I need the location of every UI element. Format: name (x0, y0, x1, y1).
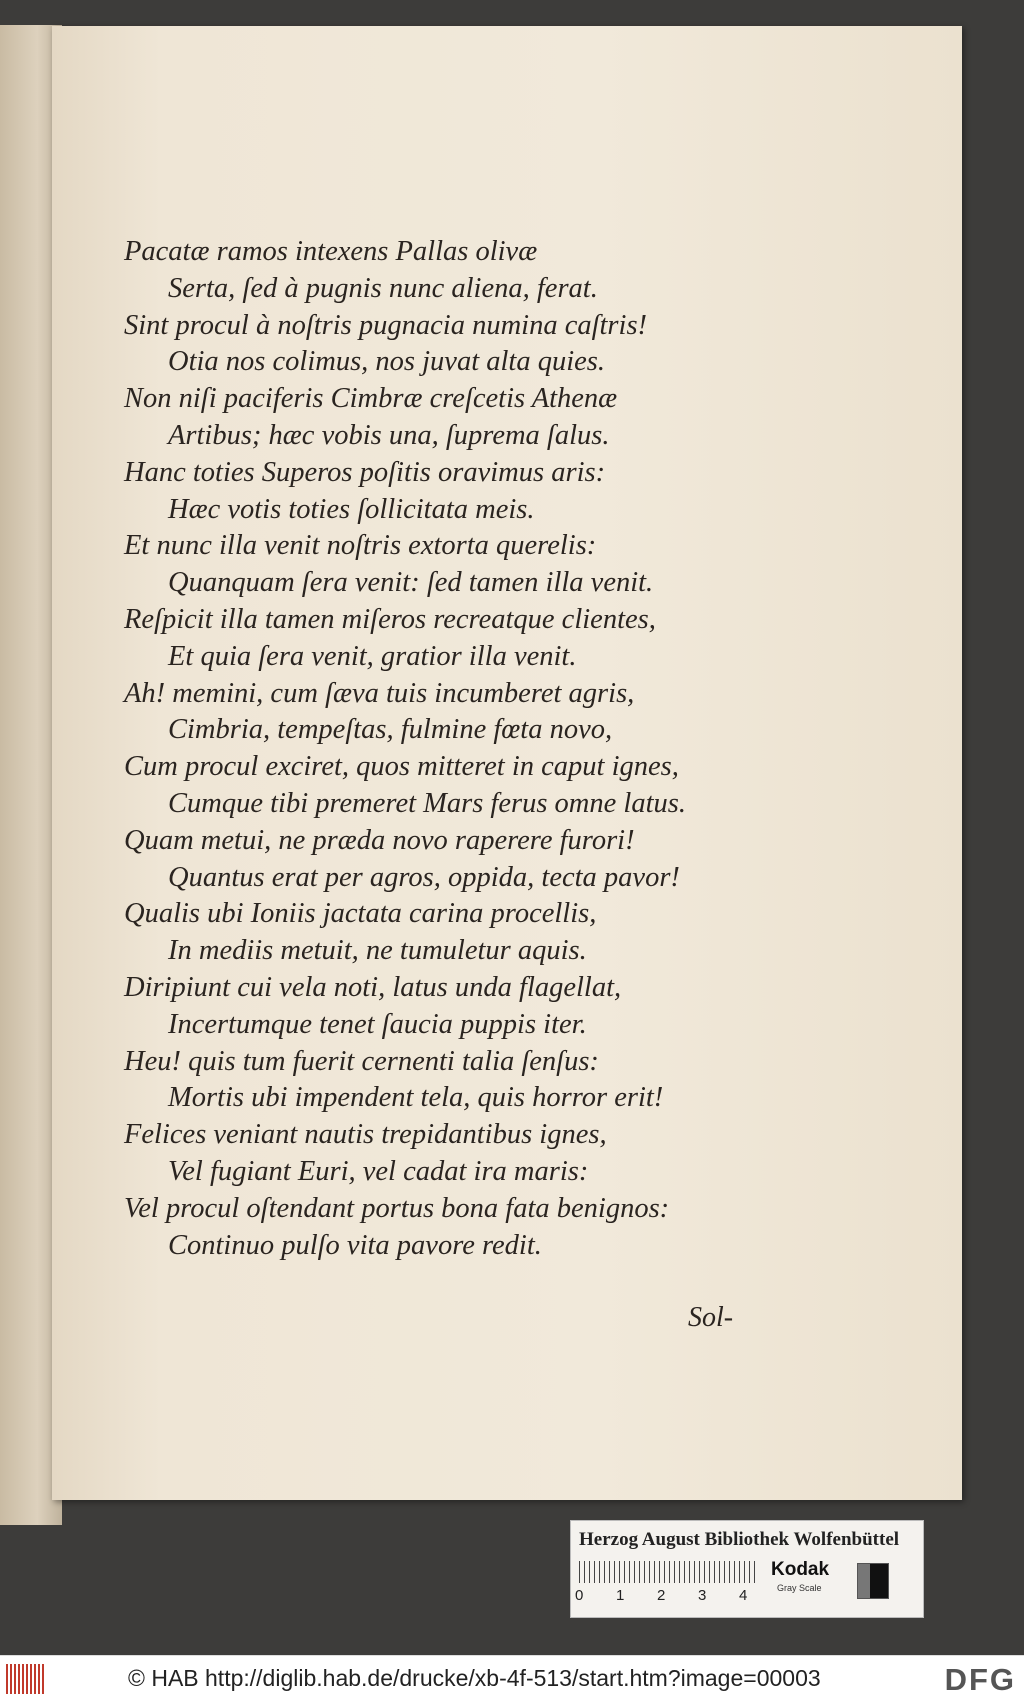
poem-line: Quanquam ſera venit: ſed tamen illa venit. (168, 567, 654, 599)
ruler-tick-label: 3 (698, 1587, 707, 1604)
poem-line: Quam metui, ne præda novo raperere furori! (124, 824, 635, 856)
poem-text (124, 234, 824, 1264)
poem-line: Sint procul à noſtris pugnacia numina caſtris! (124, 309, 648, 341)
ruler-tick-label: 0 (575, 1587, 584, 1604)
poem-line: Hæc votis toties ſollicitata meis. (168, 493, 535, 525)
brand-label: Kodak (771, 1559, 830, 1580)
institution-label: Herzog August Bibliothek Wolfenbüttel (579, 1529, 900, 1550)
ruler-tick-label: 2 (657, 1587, 666, 1604)
ruler-icon (579, 1561, 757, 1583)
poem-line: Vel fugiant Euri, vel cadat ira maris: (168, 1155, 589, 1187)
poem-line: Et quia ſera venit, gratior illa venit. (168, 640, 577, 672)
poem-line: Otia nos colimus, nos juvat alta quies. (168, 346, 605, 378)
poem-line: Heu! quis tum fuerit cernenti talia ſenſus: (124, 1045, 599, 1077)
poem-line: Continuo pulſo vita pavore redit. (168, 1229, 542, 1261)
hab-logo-icon (6, 1664, 46, 1694)
poem-line: In mediis metuit, ne tumuletur aquis. (168, 935, 587, 967)
color-scale-card (570, 1520, 924, 1618)
poem-line: Pacatæ ramos intexens Pallas olivæ (124, 236, 538, 267)
poem-line: Incertumque tenet ſaucia puppis iter. (168, 1008, 587, 1040)
poem-line: Diripiunt cui vela noti, latus unda flagellat, (124, 971, 622, 1003)
poem-line: Ah! memini, cum ſæva tuis incumberet agris, (124, 677, 635, 709)
poem-line: Felices veniant nautis trepidantibus ignes, (124, 1119, 607, 1151)
ruler-tick-label: 1 (616, 1587, 625, 1604)
copyright-link[interactable]: © HAB http://diglib.hab.de/drucke/xb-4f-513/start.htm?image=00003 (128, 1665, 821, 1691)
poem-line: Serta, ſed à pugnis nunc aliena, ferat. (168, 272, 598, 304)
poem-line: Non niſi paciferis Cimbræ creſcetis Athenæ (124, 383, 618, 415)
poem-line: Mortis ubi impendent tela, quis horror erit! (168, 1082, 664, 1114)
poem-line: Cimbria, tempeſtas, fulmine fœta novo, (168, 714, 613, 746)
poem-line: Cumque tibi premeret Mars ferus omne latus. (168, 787, 686, 819)
poem-line: Cum procul exciret, quos mitteret in caput ignes, (124, 751, 679, 783)
poem-line: Reſpicit illa tamen miſeros recreatque clientes, (124, 603, 656, 635)
poem-line: Et nunc illa venit noſtris extorta querelis: (124, 530, 597, 562)
viewer-footer (0, 1655, 1024, 1702)
catchword: Sol- (688, 1302, 734, 1333)
dfg-logo: DFG (944, 1662, 1016, 1697)
poem-line: Hanc toties Superos poſitis oravimus aris: (124, 456, 606, 488)
poem-line: Qualis ubi Ioniis jactata carina procellis, (124, 898, 597, 930)
ruler-tick-label: 4 (739, 1587, 748, 1604)
poem-line: Vel procul oſtendant portus bona fata benignos: (124, 1192, 670, 1224)
poem-line: Artibus; hæc vobis una, ſuprema ſalus. (168, 419, 610, 451)
book-page (52, 26, 962, 1500)
grayscale-label: Gray Scale (777, 1583, 822, 1593)
poem-line: Quantus erat per agros, oppida, tecta pavor! (168, 861, 680, 893)
gray-swatch-icon (857, 1563, 889, 1599)
